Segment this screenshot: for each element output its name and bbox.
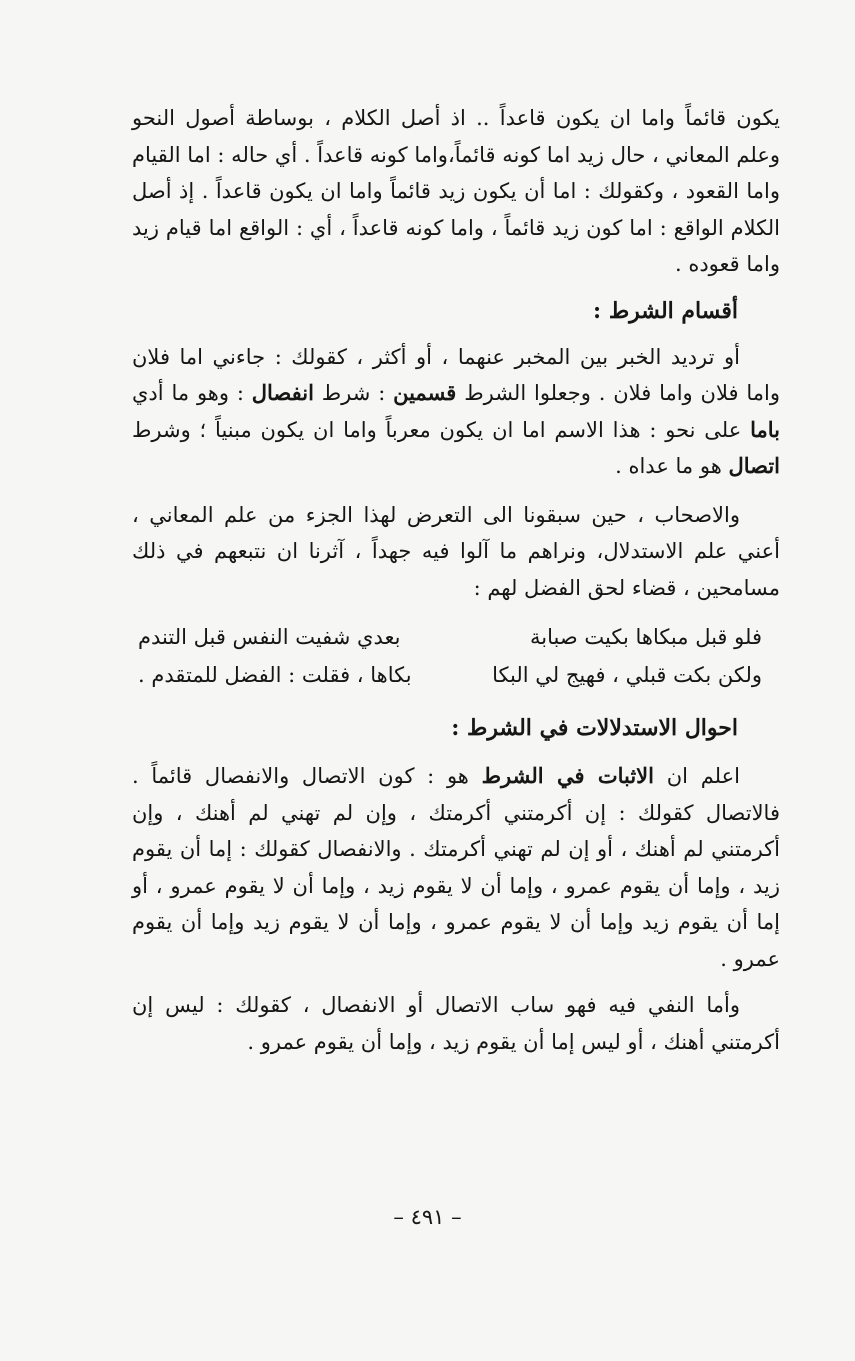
heading-aqsam-alshart: أقسام الشرط : xyxy=(593,297,738,324)
paragraph-2-text-5: هو ما عداه . xyxy=(615,454,729,478)
paragraph-5-text: وأما النفي فيه فهو ساب الاتصال أو الانفصال ، كقولك : ليس إن أكرمتني أهنك ، أو ليس إما أن يقوم زيد ، وإما أن يقوم عمرو . xyxy=(132,993,780,1054)
paragraph-4-text-1: اعلم ان xyxy=(654,764,740,788)
paragraph-3-text: والاصحاب ، حين سبقونا الى التعرض لهذا الجزء من علم المعاني ، أعني علم الاستدلال، ونراهم ما آلوا فيه جهداً ، آثرنا ان نتبعهم في ذلك مسامحين ، قضاء لحق الفضل لهم : xyxy=(132,502,780,600)
poem-line-2-first-hemistich: ولكن بكت قبلي ، فهيج لي البكا xyxy=(492,663,762,687)
page-number: – ٤٩١ – xyxy=(393,1205,462,1229)
paragraph-1 xyxy=(132,100,780,283)
poem-line-1-first-hemistich: فلو قبل مبكاها بكيت صبابة xyxy=(530,625,762,649)
poem-line-1 xyxy=(132,618,780,656)
paragraph-4-text-2: هو : كون الاتصال والانفصال قائماً . فالاتصال كقولك : إن أكرمتني أكرمتك ، وإن لم تهني لم أهنك ، وإن أكرمتني لم أهنك ، أو إن لم تهني أكرمتك . والانفصال كقولك : إما أن يقوم زيد ، وإما أن يقوم عمرو ، وإما أن لا يقوم زيد ، وإما أن لا يقوم عمرو ، أو إما أن يقوم زيد وإما أن لا يقوم عمرو ، وإما أن لا يقوم زيد وإما أن يقوم عمرو . xyxy=(132,764,780,971)
paragraph-5 xyxy=(132,987,780,1060)
heading-ahwal-alistidlalat: احوال الاستدلالات في الشرط : xyxy=(451,715,738,741)
page-body xyxy=(132,100,780,1060)
poem-line-2 xyxy=(132,656,780,694)
paragraph-2-bold-1: قسمين xyxy=(393,380,457,405)
poem-line-2-second-hemistich: بكاها ، فقلت : الفضل للمتقدم . xyxy=(138,663,412,687)
paragraph-4-bold-1: الاثبات في الشرط xyxy=(481,763,654,788)
paragraph-2-text-2: : شرط xyxy=(313,381,394,405)
paragraph-2-bold-3: باما xyxy=(750,416,780,442)
paragraph-2 xyxy=(132,339,780,485)
paragraph-2-bold-4: اتصال xyxy=(728,453,780,478)
poem xyxy=(132,618,780,694)
paragraph-2-bold-2: انفصال xyxy=(251,380,314,405)
paragraph-4 xyxy=(132,758,780,977)
paragraph-2-text-3: : وهو ما أدي xyxy=(132,381,252,405)
paragraph-2-text-4: على نحو : هذا الاسم اما ان يكون معرباً واما ان يكون مبنياً ؛ وشرط xyxy=(132,417,751,442)
paragraph-2-text-1: أو ترديد الخبر بين المخبر عنهما ، أو أكثر ، كقولك : جاءني اما فلان واما فلان واما فلان . وجعلوا الشرط xyxy=(132,344,780,405)
paragraph-3 xyxy=(132,497,780,607)
poem-line-1-second-hemistich: بعدي شفيت النفس قبل التندم xyxy=(138,625,401,649)
paragraph-1-text: يكون قائماً واما ان يكون قاعداً .. اذ أصل الكلام ، بوساطة أصول النحو وعلم المعاني ، حال زيد اما كونه قائماً،واما كونه قاعداً . أي حاله : اما القيام واما القعود ، وكقولك : اما أن يكون زيد قائماً واما ان يكون قاعداً . إذ أصل الكلام الواقع : اما كون زيد قائماً ، واما كونه قاعداً ، أي : الواقع اما قيام زيد واما قعوده . xyxy=(132,106,780,276)
